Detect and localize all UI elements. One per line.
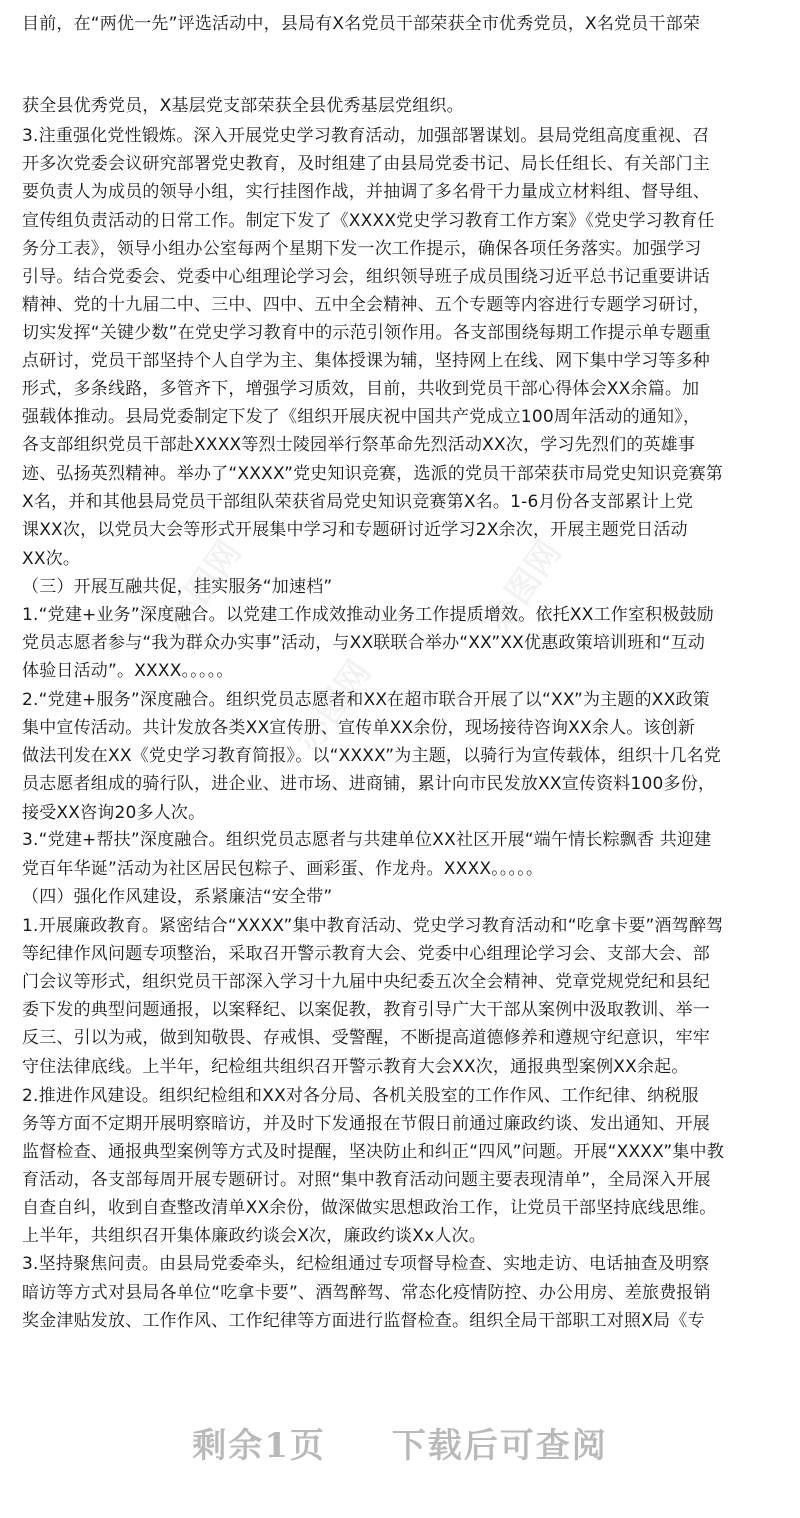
text-line: 奖金津贴发放、工作作风、工作纪律等方面进行监督检查。组织全局干部职工对照X局《专 bbox=[22, 1311, 705, 1331]
text-line: 做法刊发在XX《党史学习教育简报》。以“XXXX”为主题，以骑行为宣传载体，组织十几名党 bbox=[22, 746, 722, 766]
text-line: 开多次党委会议研究部署党史教育，及时组建了由县局党委书记、局长任组长、有关部门主 bbox=[22, 154, 710, 174]
text-line: 目前，在“两优一先”评选活动中，县局有X名党员干部荣获全市优秀党员，X名党员干部荣 bbox=[22, 14, 701, 34]
text-line: 门会议等形式，组织党员干部深入学习十九届中央纪委五次全会精神、党章党规党纪和县纪 bbox=[22, 972, 710, 992]
text-line: 暗访等方式对县局各单位“吃拿卡要”、酒驾醉驾、常态化疫情防控、办公用房、差旅费报销 bbox=[22, 1283, 711, 1303]
text-line: 上半年，共组织召开集体廉政约谈会X次，廉政约谈Xx人次。 bbox=[22, 1226, 486, 1246]
watermark: 办图网 bbox=[158, 533, 250, 640]
text-line: 要负责人为成员的领导小组，实行挂图作战，并抽调了多名骨干力量成立材料组、督导组、 bbox=[22, 182, 710, 202]
text-line: 精神、党的十九届二中、三中、四中、五中全会精神、五个专题等内容进行专题学习研讨， bbox=[22, 295, 710, 315]
text-line: 3.注重强化党性锻炼。深入开展党史学习教育活动，加强部署谋划。县局党组高度重视、召 bbox=[22, 126, 710, 146]
download-prompt[interactable] bbox=[0, 1418, 800, 1467]
text-line: 课XX次，以党员大会等形式开展集中学习和专题研讨近学习2X余次，开展主题党日活动 bbox=[22, 520, 688, 540]
text-line: 自查自纠，收到自查整改清单XX余份，做深做实思想政治工作，让党员干部坚持底线思维。 bbox=[22, 1198, 717, 1218]
text-line: 迹、弘扬英烈精神。举办了“XXXX”党史知识竞赛，选派的党员干部荣获市局党史知识竞赛第 bbox=[22, 464, 724, 484]
watermark: 办图网 bbox=[288, 653, 380, 760]
text-line: 守住法律底线。上半年，纪检组共组织召开警示教育大会XX次，通报典型案例XX余起。 bbox=[22, 1057, 689, 1077]
text-line: 3.坚持聚焦问责。由县局党委牵头，纪检组通过专项督导检查、实地走访、电话抽查及明察 bbox=[22, 1254, 710, 1274]
text-line: 体验日活动”。XXXX。。。。。 bbox=[22, 661, 234, 681]
text-line: 强载体推动。县局党委制定下发了《组织开展庆祝中国共产党成立100周年活动的通知》， bbox=[22, 407, 701, 427]
text-line: 党员志愿者参与“我为群众办实事”活动，与XX联联合举办“XX”XX优惠政策培训班和“互动 bbox=[22, 633, 706, 653]
remaining-pages-label: 剩余1页 bbox=[192, 1426, 326, 1466]
watermark: 办图网 bbox=[478, 533, 570, 640]
text-line: 3.“党建+帮扶”深度融合。组织党员志愿者与共建单位XX社区开展“端午情长粽飘香 共迎建 bbox=[22, 830, 712, 850]
text-line: 1.“党建+业务”深度融合。以党建工作成效推动业务工作提质增效。依托XX工作室积极鼓励 bbox=[22, 605, 714, 625]
text-line: 接受XX咨询20多人次。 bbox=[22, 803, 206, 823]
text-line: 2.推进作风建设。组织纪检组和XX对各分局、各机关股室的工作作风、工作纪律、纳税服 bbox=[22, 1086, 699, 1106]
text-line: 员志愿者组成的骑行队，进企业、进市场、进商铺，累计向市民发放XX宣传资料100多份， bbox=[22, 774, 716, 794]
text-line: 育活动，各支部每周开展专题研讨。对照“集中教育活动问题主要表现清单”，全局深入开展 bbox=[22, 1170, 711, 1190]
text-line: 2.“党建+服务”深度融合。组织党员志愿者和XX在超市联合开展了以“XX”为主题的XX政策 bbox=[22, 690, 710, 710]
text-line: 切实发挥“关键少数”在党史学习教育中的示范引领作用。各支部围绕每期工作提示单专题重 bbox=[22, 323, 711, 343]
text-line: （三）开展互融共促，挂实服务“加速档” bbox=[22, 577, 333, 597]
text-line: 宣传组负责活动的日常工作。制定下发了《XXXX党史学习教育工作方案》《党史学习教育任 bbox=[22, 211, 715, 231]
text-line: 集中宣传活动。共计发放各类XX宣传册、宣传单XX余份，现场接待咨询XX余人。该创新 bbox=[22, 718, 696, 738]
text-line: 监督检查、通报典型案例等方式及时提醒，坚决防止和纠正“四风”问题。开展“XXXX”集中教 bbox=[22, 1142, 724, 1162]
text-line: 形式，多条线路，多管齐下，增强学习质效，目前，共收到党员干部心得体会XX余篇。加 bbox=[22, 379, 700, 399]
text-line: 党百年华诞”活动为社区居民包粽子、画彩蛋、作龙舟。XXXX。。。。。 bbox=[22, 859, 544, 879]
download-to-view-label: 下载后可查阅 bbox=[391, 1426, 608, 1466]
text-line: 各支部组织党员干部赴XXXX等烈士陵园举行祭革命先烈活动XX次，学习先烈们的英雄事 bbox=[22, 435, 696, 455]
text-line: 获全县优秀党员，X基层党支部荣获全县优秀基层党组织。 bbox=[22, 96, 464, 116]
text-line: 引导。结合党委会、党委中心组理论学习会，组织领导班子成员围绕习近平总书记重要讲话 bbox=[22, 267, 710, 287]
text-line: 等纪律作风问题专项整治，采取召开警示教育大会、党委中心组理论学习会、支部大会、部 bbox=[22, 944, 710, 964]
text-line: 1.开展廉政教育。紧密结合“XXXX”集中教育活动、党史学习教育活动和“吃拿卡要”酒驾醉驾 bbox=[22, 916, 724, 936]
text-line: 反三、引以为戒，做到知敬畏、存戒惧、受警醒，不断提高道德修养和遵规守纪意识，牢牢 bbox=[22, 1028, 710, 1048]
text-line: 委下发的典型问题通报，以案释纪、以案促教，教育引导广大干部从案例中汲取教训、举一 bbox=[22, 1000, 710, 1020]
text-line: 务等方面不定期开展明察暗访，并及时下发通报在节假日前通过廉政约谈、发出通知、开展 bbox=[22, 1114, 710, 1134]
text-line: XX次。 bbox=[22, 549, 81, 569]
text-line: X名，并和其他县局党员干部组队荣获省局党史知识竞赛第X名。1-6月份各支部累计上党 bbox=[22, 492, 694, 512]
text-line: 点研讨，党员干部坚持个人自学为主、集体授课为辅，坚持网上在线、网下集中学习等多种 bbox=[22, 351, 710, 371]
text-line: （四）强化作风建设，系紧廉洁“安全带” bbox=[22, 887, 333, 907]
text-line: 务分工表》，领导小组办公室每两个星期下发一次工作提示，确保各项任务落实。加强学习 bbox=[22, 239, 702, 259]
